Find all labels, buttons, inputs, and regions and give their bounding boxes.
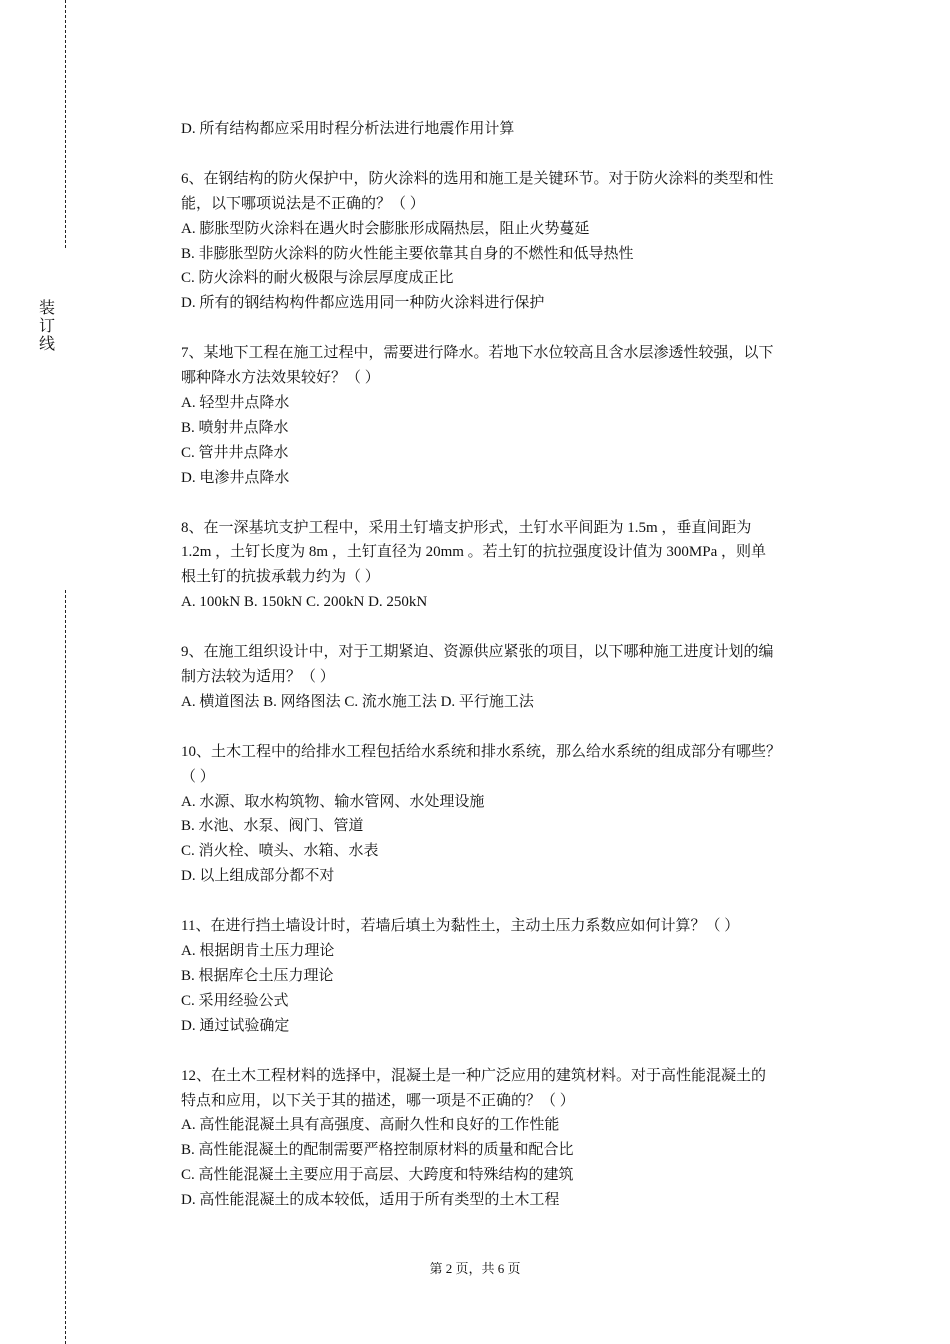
question-line: A. 根据朗肯土压力理论: [181, 943, 335, 960]
question-block: [181, 117, 861, 142]
question-line: B. 高性能混凝土的配制需要严格控制原材料的质量和配合比: [181, 1142, 574, 1159]
question-line: 能，以下哪项说法是不正确的？（ ）: [181, 195, 425, 212]
question-line: 特点和应用，以下关于其的描述，哪一项是不正确的？（ ）: [181, 1092, 575, 1109]
question-line: C. 高性能混凝土主要应用于高层、大跨度和特殊结构的建筑: [181, 1167, 574, 1184]
question-line: A. 水源、取水构筑物、输水管网、水处理设施: [181, 793, 485, 810]
question-line: 12、在土木工程材料的选择中，混凝土是一种广泛应用的建筑材料。对于高性能混凝土的: [181, 1067, 767, 1084]
question-line: 1.2m ，土钉长度为 8m ，土钉直径为 20mm 。若土钉的抗拉强度设计值为 300MPa ，则单: [181, 544, 767, 561]
question-line: 11、在进行挡土墙设计时，若墙后填土为黏性土，主动土压力系数应如何计算？（ ）: [181, 918, 740, 935]
binding-line-top: [65, 0, 66, 248]
question-line: B. 根据库仑土压力理论: [181, 967, 334, 984]
question-line: C. 管井井点降水: [181, 444, 289, 461]
binding-line-bottom: [65, 590, 66, 1344]
question-block: [181, 740, 861, 889]
question-line: A. 轻型井点降水: [181, 395, 290, 412]
question-line: 根土钉的抗拔承载力约为（ ）: [181, 569, 380, 586]
question-line: D. 所有的钢结构构件都应选用同一种防火涂料进行保护: [181, 295, 545, 312]
question-list: [181, 117, 861, 1238]
question-line: D. 高性能混凝土的成本较低，适用于所有类型的土木工程: [181, 1192, 560, 1209]
question-line: D. 以上组成部分都不对: [181, 868, 335, 885]
question-block: [181, 341, 861, 490]
question-line: C. 防火涂料的耐火极限与涂层厚度成正比: [181, 270, 454, 287]
question-line: D. 电渗井点降水: [181, 469, 290, 486]
question-block: [181, 516, 861, 616]
question-line: B. 水池、水泵、阀门、管道: [181, 818, 364, 835]
question-line: 制方法较为适用？（ ）: [181, 669, 335, 686]
question-line: B. 喷射井点降水: [181, 419, 289, 436]
question-line: A. 膨胀型防火涂料在遇火时会膨胀形成隔热层，阻止火势蔓延: [181, 220, 590, 237]
question-line: D. 所有结构都应采用时程分析法进行地震作用计算: [181, 121, 515, 137]
question-line: 6、在钢结构的防火保护中，防火涂料的选用和施工是关键环节。对于防火涂料的类型和性: [181, 170, 774, 187]
question-line: A. 横道图法 B. 网络图法 C. 流水施工法 D. 平行施工法: [181, 693, 534, 710]
question-line: 9、在施工组织设计中，对于工期紧迫、资源供应紧张的项目，以下哪种施工进度计划的编: [181, 644, 774, 661]
question-line: A. 高性能混凝土具有高强度、高耐久性和良好的工作性能: [181, 1117, 560, 1134]
question-line: （ ）: [181, 768, 215, 785]
question-line: 10、土木工程中的给排水工程包括给水系统和排水系统，那么给水系统的组成部分有哪些？: [181, 743, 782, 760]
question-line: 7、某地下工程在施工过程中，需要进行降水。若地下水位较高且含水层渗透性较强，以下: [181, 345, 774, 362]
question-line: 哪种降水方法效果较好？（ ）: [181, 370, 380, 387]
question-block: [181, 1064, 861, 1213]
question-block: [181, 914, 861, 1038]
question-line: 8、在一深基坑支护工程中，采用土钉墙支护形式，土钉水平间距为 1.5m ，垂直间距为: [181, 519, 752, 536]
question-line: D. 通过试验确定: [181, 1017, 290, 1034]
binding-label: 装订线: [38, 300, 55, 353]
question-line: A. 100kN B. 150kN C. 200kN D. 250kN: [181, 594, 428, 611]
page-footer: 第 2 页，共 6 页: [429, 1261, 521, 1276]
question-block: [181, 167, 861, 316]
question-line: B. 非膨胀型防火涂料的防火性能主要依靠其自身的不燃性和低导热性: [181, 245, 634, 262]
question-line: C. 采用经验公式: [181, 992, 289, 1009]
question-line: C. 消火栓、喷头、水箱、水表: [181, 843, 379, 860]
question-block: [181, 640, 861, 715]
